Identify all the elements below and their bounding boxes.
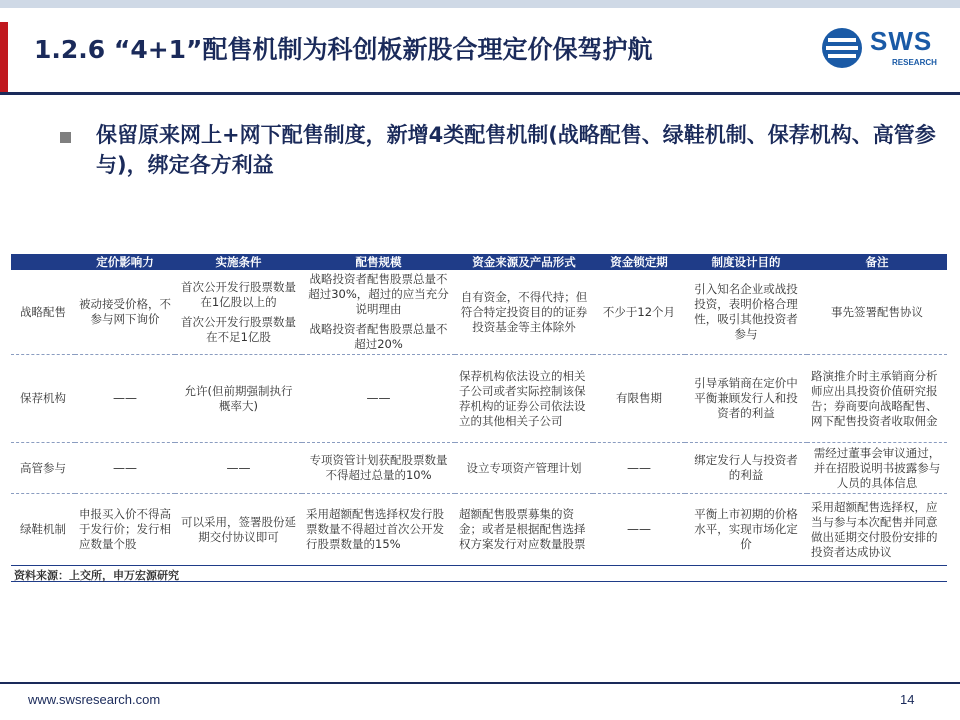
sws-logo	[820, 24, 940, 76]
cell-lockup: 不少于12个月	[593, 270, 685, 355]
header-cell: 备注	[807, 254, 947, 270]
cell-condition: ——	[175, 443, 302, 494]
cell-note: 采用超额配售选择权，应当与参与本次配售并同意做出延期交付股份安排的投资者达成协议	[807, 494, 947, 566]
cell-purpose: 引入知名企业或战投投资，表明价格合理性，吸引其他投资者参与	[685, 270, 807, 355]
cell-funds: 自有资金，不得代持；但符合特定投资目的的证券投资基金等主体除外	[455, 270, 593, 355]
bullet-square-icon	[60, 132, 71, 143]
cell-influence: 申报买入价不得高于发行价；发行相应数量个股	[75, 494, 175, 566]
condition-a: 首次公开发行股票数量在1亿股以上的	[181, 279, 296, 309]
table-header-row	[11, 254, 947, 270]
cell-scale: 采用超额配售选择权发行股票数量不得超过首次公开发行股票数量的15%	[302, 494, 455, 566]
header-cell: 资金来源及产品形式	[455, 254, 593, 270]
scale-b: 战略投资者配售股票总量不超过20%	[309, 322, 448, 351]
row-label: 保荐机构	[11, 355, 75, 443]
cell-scale	[302, 270, 455, 355]
cell-funds: 超额配售股票募集的资金；或者是根据配售选择权方案发行对应数量股票	[455, 494, 593, 566]
cell-lockup: 有限售期	[593, 355, 685, 443]
cell-note: 路演推介时主承销商分析师应出具投资价值研究报告；券商要向战略配售、网下配售投资者收取佣金	[807, 355, 947, 443]
condition-b: 首次公开发行股票数量在不足1亿股	[181, 314, 296, 344]
bullet-text: 保留原来网上+网下配售制度，新增4类配售机制(战略配售、绿鞋机制、保荐机构、高管参与)，绑定各方利益	[96, 123, 936, 177]
row-label: 绿鞋机制	[11, 494, 75, 566]
footer-url[interactable]: www.swsresearch.com	[28, 692, 161, 707]
logo-subtext: RESEARCH	[892, 58, 937, 67]
cell-funds: 设立专项资产管理计划	[455, 443, 593, 494]
cell-condition: 允许(但前期强制执行概率大)	[175, 355, 302, 443]
page-number: 14	[900, 692, 915, 707]
header-cell: 定价影响力	[75, 254, 175, 270]
cell-influence: 被动接受价格，不参与网下询价	[75, 270, 175, 355]
cell-scale: ——	[302, 355, 455, 443]
cell-lockup: ——	[593, 443, 685, 494]
cell-purpose: 引导承销商在定价中平衡兼顾发行人和投资者的利益	[685, 355, 807, 443]
row-label: 高管参与	[11, 443, 75, 494]
sws-logo-icon	[820, 26, 864, 70]
cell-purpose: 平衡上市初期的价格水平，实现市场化定价	[685, 494, 807, 566]
logo-text: SWS	[870, 26, 933, 56]
cell-influence: ——	[75, 355, 175, 443]
source-text: 资料来源：上交所，申万宏源研究	[14, 569, 179, 582]
header-cell: 实施条件	[175, 254, 302, 270]
scale-a: 战略投资者配售股票总量不超过30%，超过的应当充分说明理由	[308, 272, 449, 316]
table-row	[11, 494, 947, 566]
header-divider	[0, 92, 960, 95]
table-row	[11, 270, 947, 355]
cell-note: 事先签署配售协议	[807, 270, 947, 355]
cell-funds: 保荐机构依法设立的相关子公司或者实际控制该保荐机构的证券公司依法设立的其他相关子公司	[455, 355, 593, 443]
cell-influence: ——	[75, 443, 175, 494]
header-cell	[11, 254, 75, 270]
header-cell: 制度设计目的	[685, 254, 807, 270]
allocation-table	[11, 254, 947, 566]
cell-condition: 可以采用，签署股份延期交付协议即可	[175, 494, 302, 566]
header-cell: 资金锁定期	[593, 254, 685, 270]
header-cell: 配售规模	[302, 254, 455, 270]
cell-purpose: 绑定发行人与投资者的利益	[685, 443, 807, 494]
footer-divider	[0, 682, 960, 684]
cell-scale: 专项资管计划获配股票数量不得超过总量的10%	[302, 443, 455, 494]
table-row	[11, 443, 947, 494]
slide-title: 1.2.6 “4+1”配售机制为科创板新股合理定价保驾护航	[34, 35, 653, 64]
cell-note: 需经过董事会审议通过，并在招股说明书披露参与人员的具体信息	[807, 443, 947, 494]
row-label: 战略配售	[11, 270, 75, 355]
cell-condition	[175, 270, 302, 355]
table-row	[11, 355, 947, 443]
title-accent-bar	[0, 22, 8, 94]
source-note	[11, 567, 947, 582]
top-band	[0, 0, 960, 8]
cell-lockup: ——	[593, 494, 685, 566]
